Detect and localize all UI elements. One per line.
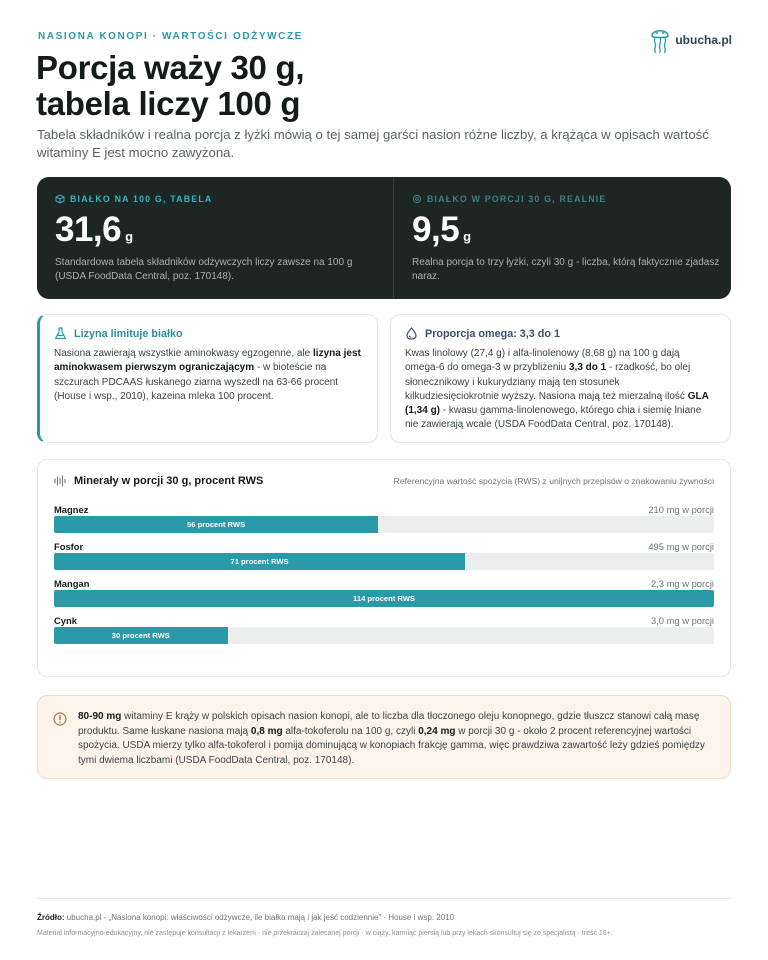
title-line-2: tabela liczy 100 g xyxy=(36,85,301,122)
mineral-name: Cynk xyxy=(54,614,77,626)
page-title xyxy=(36,50,636,122)
source-line xyxy=(37,913,454,922)
stat-table-label-text: BIAŁKO NA 100 G, TABELA xyxy=(70,194,213,204)
drop-icon xyxy=(405,327,418,340)
disclaimer: Materiał informacyjno-edukacyjny, nie zastępuje konsultacji z lekarzem · nie przekraczaj zalecanej porcji · w ciąży, karmiąc piersią lub przy lekach skonsultuj się ze specjalistą · treść 18+. xyxy=(37,930,613,937)
lead-paragraph: Tabela składników i realna porcja z łyżki mówią o tej samej garści nasion różne liczby, a krążąca w opisach wartość witaminy E jest mocno zawyżona. xyxy=(37,127,709,160)
mineral-amount: 3,0 mg w porcji xyxy=(650,614,714,626)
source-text: ubucha.pl - „Nasiona konopi: właściwości odżywcze, ile białka mają i jak jeść codziennie” · House i wsp. 2010 xyxy=(64,913,455,922)
stat-table-number: 31,6 xyxy=(55,210,122,249)
alert-circle-icon xyxy=(53,712,67,726)
omega-text-1: Kwas linolowy (27,4 g) i alfa-linolenowy (8,68 g) na 100 g dają omega-6 do omega-3 w przybliżeniu xyxy=(405,348,680,374)
omega-text-bold-1: 3,3 do 1 xyxy=(568,362,607,374)
stat-table-unit: g xyxy=(125,229,134,244)
stat-portion-desc: Realna porcja to trzy łyżki, czyli 30 g - liczba, którą faktycznie zjadasz naraz. xyxy=(412,257,720,282)
mineral-name: Fosfor xyxy=(54,540,84,552)
stat-table xyxy=(37,177,393,299)
lysine-text-bold: lizyna jest aminokwasem pierwszym ograniczającym xyxy=(54,348,361,374)
flask-icon xyxy=(54,327,67,340)
omega-card-header xyxy=(405,327,716,340)
stat-portion xyxy=(393,177,750,299)
title-line-1: Porcja waży 30 g, xyxy=(36,49,305,86)
minerals-panel xyxy=(37,459,731,677)
mineral-row-cynk xyxy=(54,613,714,644)
mineral-bar-label: 30 procent RWS xyxy=(111,631,170,640)
mineral-name: Magnez xyxy=(54,503,89,515)
eyebrow-label: NASIONA KONOPI · WARTOŚCI ODŻYWCZE xyxy=(38,31,303,42)
minerals-title xyxy=(54,475,263,487)
logo-text: ubucha.pl xyxy=(675,33,732,47)
mineral-bar-track xyxy=(54,516,714,533)
mineral-bar-label: 56 procent RWS xyxy=(187,520,246,529)
lysine-card-body xyxy=(54,347,363,404)
warning-text xyxy=(78,710,714,768)
mineral-bar-label: 71 procent RWS xyxy=(230,557,289,566)
mineral-bar-track xyxy=(54,553,714,570)
mineral-bar-fill xyxy=(54,590,714,607)
mineral-bar-track xyxy=(54,590,714,607)
minerals-title-text: Minerały w porcji 30 g, procent RWS xyxy=(74,475,264,487)
mineral-row-fosfor xyxy=(54,539,714,570)
source-label: Źródło: xyxy=(37,913,65,922)
jellyfish-logo-icon xyxy=(649,26,671,54)
warning-text-2: alfa-tokoferolu na 100 g, czyli xyxy=(282,725,419,737)
lysine-card-header xyxy=(54,327,363,340)
mineral-row-mangan xyxy=(54,576,714,607)
stat-table-label xyxy=(55,194,375,204)
stat-table-desc: Standardowa tabela składników odżywczych liczy zawsze na 100 g (USDA FoodData Central, poz. 170148). xyxy=(55,257,353,282)
minerals-header xyxy=(54,460,714,502)
stat-portion-value xyxy=(412,210,732,250)
mineral-bar-track xyxy=(54,627,714,644)
mineral-name: Mangan xyxy=(54,577,90,589)
stat-portion-unit: g xyxy=(463,229,472,244)
mineral-amount: 495 mg w porcji xyxy=(648,540,714,552)
warning-text-3: w porcji 30 g - około 2 procent referencyjnej wartości spożycia. USDA mierzy tylko alfa-tokoferol i pomija dominującą w konopiach frakcję gamma, więc prawdziwa zawartość leży gdzieś pomiędzy tymi dwiema liczbami (USDA FoodData Central, poz. 170148). xyxy=(78,725,705,766)
mineral-bar-fill xyxy=(54,627,228,644)
omega-text-2: - rzadkość, bo olej słonecznikowy i kukurydziany mają ten stosunek kilkudziesięciokrotnie wyższy. Nasiona mają też mierzalną ilość xyxy=(405,362,691,402)
brand-logo[interactable] xyxy=(649,26,732,54)
mineral-row-magnez xyxy=(54,502,714,533)
warning-bold-3: 0,24 mg xyxy=(418,725,456,737)
stat-table-value xyxy=(55,210,375,250)
warning-text-1: witaminy E krąży w polskich opisach nasion konopi, ale to liczba dla tłoczonego oleju konopnego, gdzie tłuszcz stanowi całą masę produktu. Same łuskane nasiona mają xyxy=(78,711,700,737)
stat-portion-label xyxy=(412,194,732,204)
bars-icon xyxy=(54,475,66,487)
omega-text-3: - kwasu gamma-linolenowego, którego chia i siemię lniane nie zawierają wcale (USDA FoodData Central, poz. 170148). xyxy=(405,405,702,431)
protein-stats-panel xyxy=(37,177,731,299)
omega-card-title: Proporcja omega: 3,3 do 1 xyxy=(425,327,560,340)
minerals-note: Referencyjna wartość spożycia (RWS) z unijnych przepisów o znakowaniu żywności xyxy=(393,476,714,486)
gear-icon xyxy=(412,194,422,204)
stat-portion-label-text: BIAŁKO W PORCJI 30 G, REALNIE xyxy=(427,194,607,204)
mineral-bar-fill xyxy=(54,516,378,533)
vitamin-e-warning xyxy=(37,695,731,779)
lysine-text-1: Nasiona zawierają wszystkie aminokwasy egzogenne, ale xyxy=(54,348,314,359)
lysine-card xyxy=(37,314,378,443)
lysine-text-2: - w bioteście na szczurach PDCAAS łuskanego ziarna wyszedł na 63-66 procent (House i wsp., 2010), kazeina mleka 100 procent. xyxy=(54,362,339,402)
mineral-bar-fill xyxy=(54,553,465,570)
lysine-card-title: Lizyna limituje białko xyxy=(74,327,183,340)
mineral-bar-label: 114 procent RWS xyxy=(353,594,415,603)
warning-bold-1: 80-90 mg xyxy=(78,711,122,722)
omega-card xyxy=(390,314,731,443)
omega-text-bold-2: GLA (1,34 g) xyxy=(405,390,709,417)
mineral-amount: 2,3 mg w porcji xyxy=(650,577,714,589)
footer-divider xyxy=(37,898,731,899)
cube-icon xyxy=(55,194,65,204)
stat-portion-number: 9,5 xyxy=(412,210,460,249)
omega-card-body xyxy=(405,347,716,433)
mineral-amount: 210 mg w porcji xyxy=(648,503,714,515)
warning-bold-2: 0,8 mg xyxy=(250,725,283,737)
